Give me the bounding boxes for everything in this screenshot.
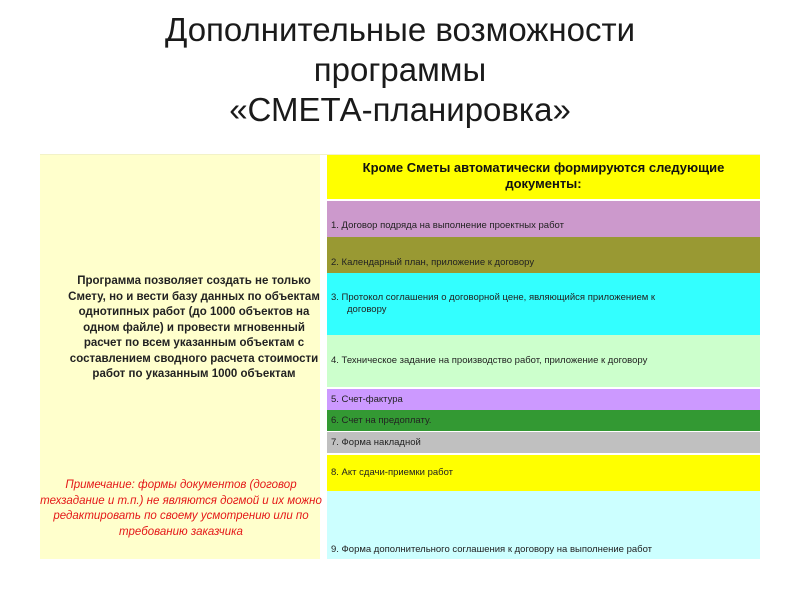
document-label-line-1: 3. Протокол соглашения о договорной цене, являющийся приложением к — [331, 292, 656, 303]
page-title — [0, 10, 800, 130]
document-label-line-2: договору — [347, 304, 387, 315]
document-label: 1. Договор подряда на выполнение проектных работ — [331, 220, 564, 231]
note-text: Примечание: формы документов (договор техзадание и т.п.) не являются догмой и их можно редактировать по своему усмотрению или по требованию заказчика — [40, 479, 322, 538]
document-row-6 — [327, 410, 760, 431]
title-line-3: «СМЕТА-планировка» — [229, 91, 571, 128]
document-label: 6. Счет на предоплату. — [331, 414, 432, 426]
document-row-2 — [327, 237, 760, 273]
title-line-1: Дополнительные возможности — [164, 11, 636, 48]
document-row-7 — [327, 432, 760, 453]
document-label: 4. Техническое задание на производство работ, приложение к договору — [331, 355, 648, 366]
document-label: 7. Форма накладной — [331, 436, 421, 448]
document-row-1 — [327, 201, 760, 237]
document-row-5 — [327, 389, 760, 410]
document-label — [331, 292, 655, 316]
document-row-8 — [327, 455, 760, 491]
documents-header: Кроме Сметы автоматически формируются следующие документы: — [327, 155, 760, 199]
document-label: 5. Счет-фактура — [331, 393, 403, 405]
program-description: Программа позволяет создать не только Смету, но и вести базу данных по объектам однотипных работ (до 1000 объектов на одном файле) и провести мгновенный расчет по всем указанным объектам с составлением сводного расчета стоимости работ по указанным 1000 объектам — [68, 275, 320, 380]
document-row-3 — [327, 273, 760, 335]
title-line-2: программы — [313, 51, 487, 88]
document-row-9 — [327, 491, 760, 559]
document-label: 9. Форма дополнительного соглашения к договору на выполнение работ — [331, 544, 653, 555]
document-label: 8. Акт сдачи-приемки работ — [331, 467, 454, 478]
features-table — [40, 154, 760, 559]
documents-column — [327, 155, 760, 559]
left-column — [40, 155, 320, 559]
document-label: 2. Календарный план, приложение к договору — [331, 257, 535, 268]
document-row-4 — [327, 335, 760, 387]
